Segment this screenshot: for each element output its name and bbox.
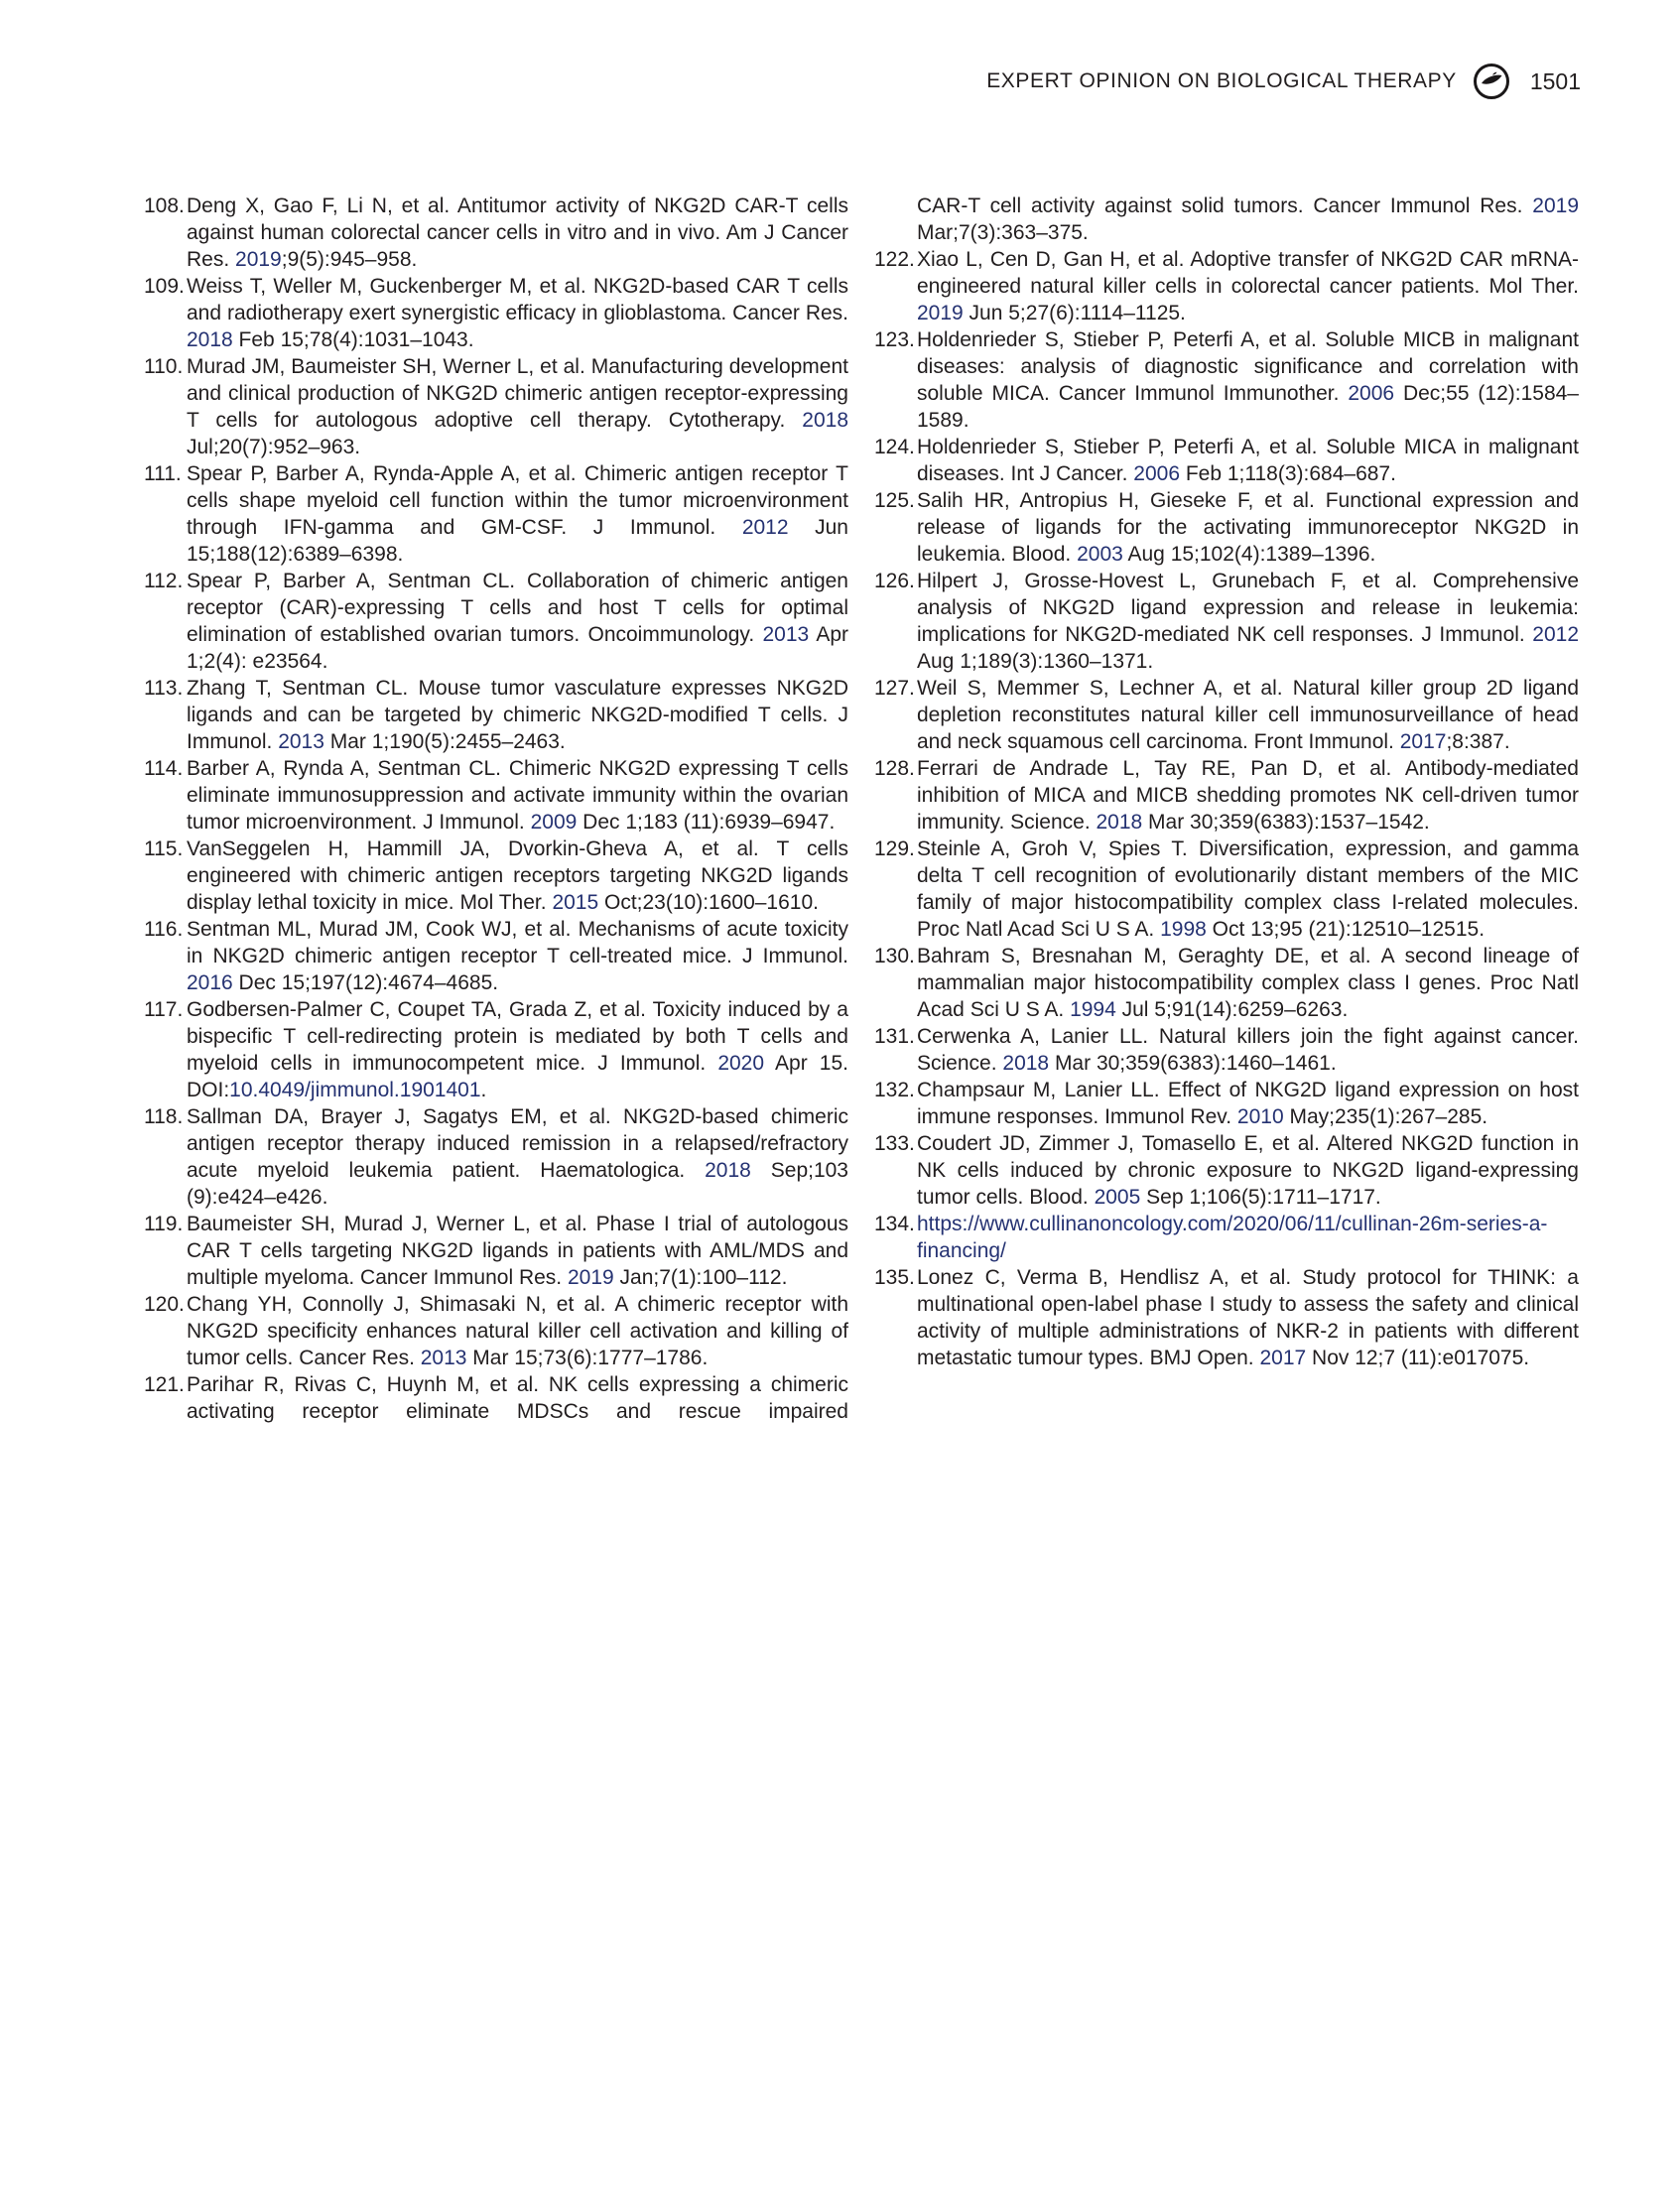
- reference-text: Deng X, Gao F, Li N, et al. Antitumor activity of NKG2D CAR-T cells against human colorectal cancer cells in vitro and in vivo. Am J Cancer Res.: [187, 194, 848, 271]
- reference-item: [874, 836, 1579, 943]
- reference-item: [144, 193, 848, 273]
- reference-text: Barber A, Rynda A, Sentman CL. Chimeric NKG2D expressing T cells eliminate immunosuppression and activate immunity within the ovarian tumor microenvironment. J Immunol.: [187, 757, 848, 834]
- reference-item: [874, 675, 1579, 755]
- reference-number: 108.: [144, 194, 185, 217]
- reference-item: [874, 1023, 1579, 1077]
- reference-number: 112.: [144, 570, 184, 592]
- reference-text: Jun 15;188(12):6389–6398.: [187, 516, 848, 566]
- reference-text: Steinle A, Groh V, Spies T. Diversification, expression, and gamma delta T cell recognition of evolutionarily distant members of the MIC family of major histocompatibility complex class I-related molecules. Proc Natl Acad Sci U S A.: [917, 837, 1579, 941]
- reference-link[interactable]: 1998: [1160, 918, 1207, 941]
- reference-link[interactable]: 2018: [187, 328, 233, 351]
- reference-number: 130.: [874, 945, 915, 967]
- reference-item: [874, 1130, 1579, 1211]
- reference-number: 119.: [144, 1213, 184, 1235]
- reference-number: 132.: [874, 1079, 915, 1101]
- reference-item: [874, 568, 1579, 675]
- reference-number: 123.: [874, 328, 915, 351]
- reference-text: Sallman DA, Brayer J, Sagatys EM, et al. NKG2D-based chimeric antigen receptor therapy induced remission in a relapsed/refractory acute myeloid leukemia patient. Haematologica.: [187, 1105, 848, 1182]
- reference-text: Oct 13;95 (21):12510–12515.: [1206, 918, 1486, 941]
- reference-text: Oct;23(10):1600–1610.: [598, 891, 819, 914]
- reference-text: Jul 5;91(14):6259–6263.: [1115, 998, 1349, 1021]
- reference-text: Feb 15;78(4):1031–1043.: [232, 328, 474, 351]
- reference-number: 122.: [874, 248, 915, 271]
- reference-number: 125.: [874, 489, 915, 512]
- reference-text: Spear P, Barber A, Sentman CL. Collaboration of chimeric antigen receptor (CAR)-expressing T cells and host T cells for optimal elimination of established ovarian tumors. Oncoimmunology.: [187, 570, 848, 646]
- running-head: [986, 60, 1581, 103]
- reference-item: [874, 1077, 1579, 1130]
- reference-text: CAR-T cell activity against solid tumors. Cancer Immunol Res.: [917, 194, 1533, 217]
- reference-number: 118.: [144, 1105, 184, 1128]
- reference-link[interactable]: 2018: [802, 409, 848, 432]
- reference-text: Salih HR, Antropius H, Gieseke F, et al. Functional expression and release of ligands for the activating immunoreceptor NKG2D in leukemia. Blood.: [917, 489, 1579, 566]
- reference-item: [144, 353, 848, 460]
- reference-text: Xiao L, Cen D, Gan H, et al. Adoptive transfer of NKG2D CAR mRNA-engineered natural killer cells in colorectal cancer patients. Mol Ther.: [917, 248, 1579, 298]
- reference-text: Jul;20(7):952–963.: [187, 436, 361, 458]
- reference-text: ;9(5):945–958.: [281, 248, 418, 271]
- reference-number: 128.: [874, 757, 915, 780]
- reference-link[interactable]: 2012: [1532, 623, 1579, 646]
- reference-text: Nov 12;7 (11):e017075.: [1306, 1347, 1530, 1369]
- reference-text: Bahram S, Bresnahan M, Geraghty DE, et al. A second lineage of mammalian major histocompatibility complex class I genes. Proc Natl Acad Sci U S A.: [917, 945, 1579, 1021]
- reference-link[interactable]: 2013: [762, 623, 810, 646]
- reference-link[interactable]: 2015: [552, 891, 599, 914]
- reference-item: [144, 755, 848, 836]
- reference-text: Sentman ML, Murad JM, Cook WJ, et al. Mechanisms of acute toxicity in NKG2D chimeric antigen receptor T cell-treated mice. J Immunol.: [187, 918, 848, 967]
- reference-item: [144, 1103, 848, 1211]
- reference-link[interactable]: 2018: [1096, 811, 1143, 834]
- reference-number: 113.: [144, 677, 184, 700]
- reference-text: Apr 15. DOI:: [187, 1052, 848, 1101]
- reference-item: [144, 675, 848, 755]
- reference-item: [874, 434, 1579, 487]
- reference-text: Aug 1;189(3):1360–1371.: [917, 650, 1154, 673]
- reference-item: [144, 460, 848, 568]
- reference-link[interactable]: 2012: [741, 516, 789, 539]
- reference-item: [874, 326, 1579, 434]
- reference-number: 127.: [874, 677, 915, 700]
- reference-number: 131.: [874, 1025, 915, 1048]
- reference-text: ;8:387.: [1446, 730, 1510, 753]
- reference-text: Parihar R, Rivas C, Huynh M, et al. NK cells expressing a chimeric activating receptor eliminate MDSCs and rescue impaired: [187, 1373, 848, 1423]
- reference-number: 117.: [144, 998, 184, 1021]
- reference-item: [144, 568, 848, 675]
- reference-item: [874, 193, 1579, 246]
- reference-link[interactable]: 2019: [235, 248, 282, 271]
- reference-text: Mar 15;73(6):1777–1786.: [466, 1347, 709, 1369]
- reference-link[interactable]: 1994: [1070, 998, 1116, 1021]
- reference-text: Zhang T, Sentman CL. Mouse tumor vasculature expresses NKG2D ligands and can be targeted by chimeric NKG2D-modified T cells. J Immunol.: [187, 677, 848, 753]
- page-number: 1501: [1529, 67, 1581, 94]
- reference-link[interactable]: 2019: [567, 1266, 614, 1289]
- reference-text: Coudert JD, Zimmer J, Tomasello E, et al. Altered NKG2D function in NK cells induced by chronic exposure to NKG2D ligand-expressing tumor cells. Blood.: [917, 1132, 1579, 1209]
- reference-text: Apr 1;2(4): e23564.: [187, 623, 849, 673]
- reference-text: Champsaur M, Lanier LL. Effect of NKG2D ligand expression on host immune responses. Immunol Rev.: [917, 1079, 1579, 1128]
- reference-text: Ferrari de Andrade L, Tay RE, Pan D, et al. Antibody-mediated inhibition of MICA and MICB shedding promotes NK cell-driven tumor immunity. Science.: [917, 757, 1579, 834]
- reference-text: Weil S, Memmer S, Lechner A, et al. Natural killer group 2D ligand depletion reconstitutes natural killer cell immunosurveillance of head and neck squamous cell carcinoma. Front Immunol.: [917, 677, 1579, 753]
- reference-link[interactable]: 2017: [1259, 1347, 1307, 1369]
- reference-item: [144, 836, 848, 916]
- reference-text: Hilpert J, Grosse-Hovest L, Grunebach F, et al. Comprehensive analysis of NKG2D ligand expression and release in leukemia: implications for NKG2D-mediated NK cell responses. J Immunol.: [917, 570, 1579, 646]
- references-left-column: [144, 193, 848, 1425]
- reference-number: 109.: [144, 275, 185, 298]
- reference-number: 124.: [874, 436, 915, 458]
- references-right-column: [874, 193, 1579, 1425]
- reference-item: [874, 246, 1579, 326]
- reference-text: Dec 1;183 (11):6939–6947.: [577, 811, 836, 834]
- reference-text: Mar;7(3):363–375.: [917, 221, 1089, 244]
- reference-link[interactable]: 2017: [1399, 730, 1447, 753]
- reference-number: 133.: [874, 1132, 915, 1155]
- references-section: [144, 193, 1579, 1425]
- reference-item: [144, 1211, 848, 1291]
- reference-text: Sep 1;106(5):1711–1717.: [1140, 1186, 1381, 1209]
- reference-text: Godbersen-Palmer C, Coupet TA, Grada Z, et al. Toxicity induced by a bispecific T cell-redirecting protein is mediated by both T cells and myeloid cells in immunocompetent mice. J Immunol.: [187, 998, 848, 1075]
- reference-text: Jun 5;27(6):1114–1125.: [963, 302, 1186, 324]
- reference-item: [874, 943, 1579, 1023]
- reference-link[interactable]: 2019: [917, 302, 964, 324]
- reference-item: [874, 1211, 1579, 1264]
- reference-number: 115.: [144, 837, 184, 860]
- reference-link[interactable]: 2006: [1348, 382, 1395, 405]
- reference-link[interactable]: 2019: [1532, 194, 1579, 217]
- reference-item: [144, 996, 848, 1103]
- reference-link[interactable]: 2003: [1077, 543, 1123, 566]
- reference-link[interactable]: 2018: [1002, 1052, 1050, 1075]
- reference-item: [144, 1371, 848, 1425]
- reference-item: [874, 755, 1579, 836]
- reference-text: Mar 30;359(6383):1537–1542.: [1142, 811, 1430, 834]
- reference-number: 135.: [874, 1266, 915, 1289]
- reference-link[interactable]: 10.4049/jimmunol.1901401: [229, 1079, 481, 1101]
- reference-link[interactable]: 2009: [530, 811, 578, 834]
- reference-item: [144, 1291, 848, 1371]
- reference-item: [144, 916, 848, 996]
- reference-text: Spear P, Barber A, Rynda-Apple A, et al. Chimeric antigen receptor T cells shape myeloid cell function within the tumor microenvironment through IFN-gamma and GM-CSF. J Immunol.: [187, 462, 848, 539]
- reference-number: 116.: [144, 918, 184, 941]
- reference-text: Mar 1;190(5):2455–2463.: [323, 730, 566, 753]
- reference-link[interactable]: 2005: [1094, 1186, 1141, 1209]
- reference-text: Dec 15;197(12):4674–4685.: [232, 971, 499, 994]
- reference-text: Baumeister SH, Murad J, Werner L, et al. Phase I trial of autologous CAR T cells targeting NKG2D ligands in patients with AML/MDS and multiple myeloma. Cancer Immunol Res.: [187, 1213, 848, 1289]
- reference-number: 120.: [144, 1293, 185, 1316]
- reference-item: [874, 487, 1579, 568]
- reference-text: Holdenrieder S, Stieber P, Peterfi A, et al. Soluble MICB in malignant diseases: analysis of diagnostic significance and correlation with soluble MICA. Cancer Immunol Immunother.: [917, 328, 1579, 405]
- reference-text: May;235(1):267–285.: [1283, 1105, 1488, 1128]
- reference-text: Holdenrieder S, Stieber P, Peterfi A, et al. Soluble MICA in malignant diseases. Int J Cancer.: [917, 436, 1579, 485]
- reference-link[interactable]: 2020: [717, 1052, 765, 1075]
- reference-text: Cerwenka A, Lanier LL. Natural killers join the fight against cancer. Science.: [917, 1025, 1579, 1075]
- reference-number: 129.: [874, 837, 915, 860]
- reference-text: Chang YH, Connolly J, Shimasaki N, et al. A chimeric receptor with NKG2D specificity enhances natural killer cell activation and killing of tumor cells. Cancer Res.: [187, 1293, 848, 1369]
- journal-title: EXPERT OPINION ON BIOLOGICAL THERAPY: [986, 69, 1457, 92]
- reference-item: [874, 1264, 1579, 1371]
- reference-link[interactable]: 2013: [420, 1347, 467, 1369]
- reference-link[interactable]: https://www.cullinanoncology.com/2020/06/11/cullinan-26m-series-a-financing/: [917, 1213, 1548, 1262]
- reference-link[interactable]: 2013: [278, 730, 324, 753]
- reference-text: Sep;103 (9):e424–e426.: [187, 1159, 848, 1209]
- reference-text: Jan;7(1):100–112.: [613, 1266, 788, 1289]
- reference-number: 114.: [144, 757, 184, 780]
- reference-link[interactable]: 2010: [1236, 1105, 1284, 1128]
- reference-text: Weiss T, Weller M, Guckenberger M, et al. NKG2D-based CAR T cells and radiotherapy exert synergistic efficacy in glioblastoma. Cancer Res.: [187, 275, 848, 324]
- reference-number: 110.: [144, 355, 184, 378]
- reference-number: 121.: [144, 1373, 185, 1396]
- reference-text: .: [480, 1079, 487, 1101]
- reference-text: Dec;55 (12):1584–1589.: [917, 382, 1579, 432]
- reference-link[interactable]: 2006: [1133, 462, 1180, 485]
- taylor-francis-logo-icon: [1473, 63, 1510, 100]
- reference-number: 126.: [874, 570, 915, 592]
- reference-text: Feb 1;118(3):684–687.: [1180, 462, 1396, 485]
- reference-text: Aug 15;102(4):1389–1396.: [1122, 543, 1376, 566]
- reference-text: Lonez C, Verma B, Hendlisz A, et al. Study protocol for THINK: a multinational open-label phase I study to assess the safety and clinical activity of multiple administrations of NKR-2 in patients with different metastatic tumour types. BMJ Open.: [917, 1266, 1579, 1369]
- reference-item: [144, 273, 848, 353]
- reference-number: 111.: [144, 462, 182, 485]
- reference-number: 134.: [874, 1213, 915, 1235]
- reference-text: Mar 30;359(6383):1460–1461.: [1049, 1052, 1337, 1075]
- reference-text: Murad JM, Baumeister SH, Werner L, et al. Manufacturing development and clinical production of NKG2D chimeric antigen receptor-expressing T cells for autologous adoptive cell therapy. Cytotherapy.: [187, 355, 848, 432]
- reference-link[interactable]: 2018: [705, 1159, 751, 1182]
- reference-link[interactable]: 2016: [187, 971, 233, 994]
- reference-text: VanSeggelen H, Hammill JA, Dvorkin-Gheva A, et al. T cells engineered with chimeric antigen receptors targeting NKG2D ligands display lethal toxicity in mice. Mol Ther.: [187, 837, 848, 914]
